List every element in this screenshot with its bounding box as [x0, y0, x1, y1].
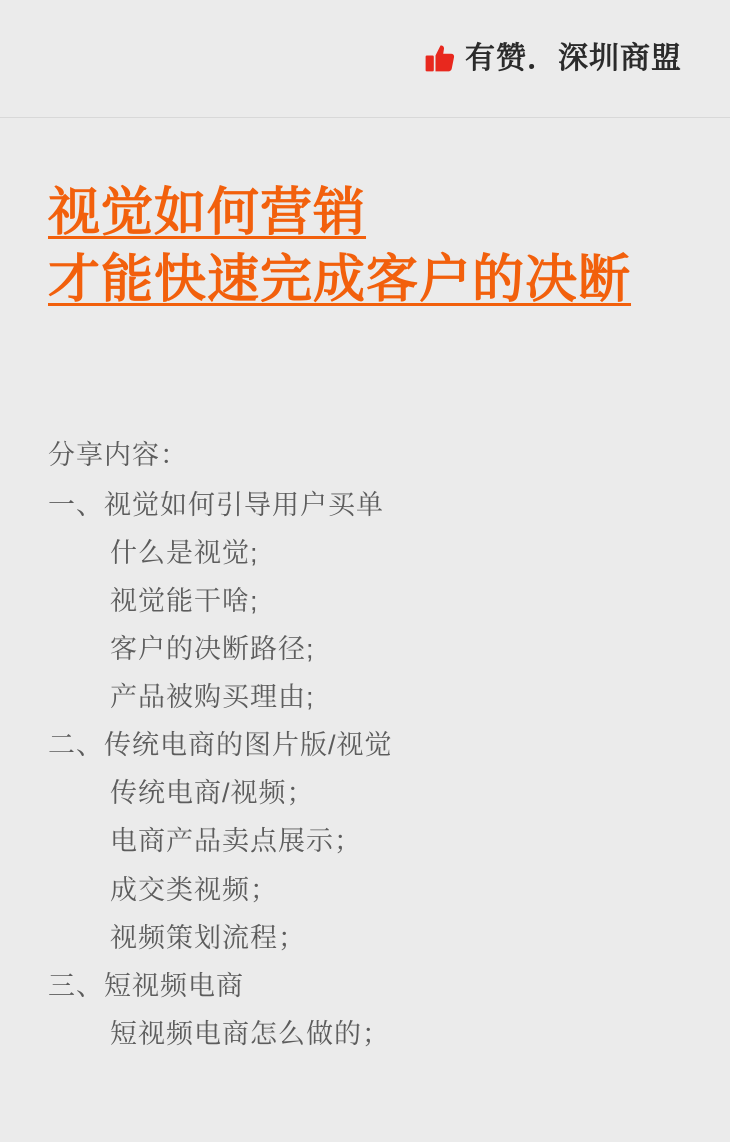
- brand-lockup: [423, 42, 682, 76]
- outline-item: 三、短视频电商: [48, 970, 244, 1001]
- outline-item: 什么是视觉;: [110, 538, 259, 569]
- outline-item: 二、传统电商的图片版/视觉: [48, 730, 393, 761]
- brand-name: 有赞．深圳商盟: [465, 41, 682, 75]
- page-title: [0, 118, 730, 313]
- outline-item: 客户的决断路径;: [110, 634, 315, 665]
- outline-item: 视频策划流程；: [110, 922, 306, 953]
- outline-item: 成交类视频；: [110, 874, 278, 905]
- outline-item: 视觉能干啥;: [110, 586, 259, 617]
- page-title-line-1: 视觉如何营销: [48, 184, 367, 242]
- page-header: [0, 0, 730, 118]
- outline-item: 短视频电商怎么做的；: [110, 1018, 390, 1049]
- outline-list: [0, 313, 730, 1058]
- outline-item: 产品被购买理由;: [110, 682, 315, 713]
- outline-item: 一、视觉如何引导用户买单: [48, 490, 384, 521]
- page-title-line-2: 才能快速完成客户的决断: [48, 250, 632, 309]
- outline-item: 电商产品卖点展示；: [110, 826, 362, 857]
- outline-item: 传统电商/视频；: [110, 778, 315, 809]
- thumbs-up-icon: [423, 42, 457, 76]
- outline-lead: 分享内容：: [48, 440, 188, 471]
